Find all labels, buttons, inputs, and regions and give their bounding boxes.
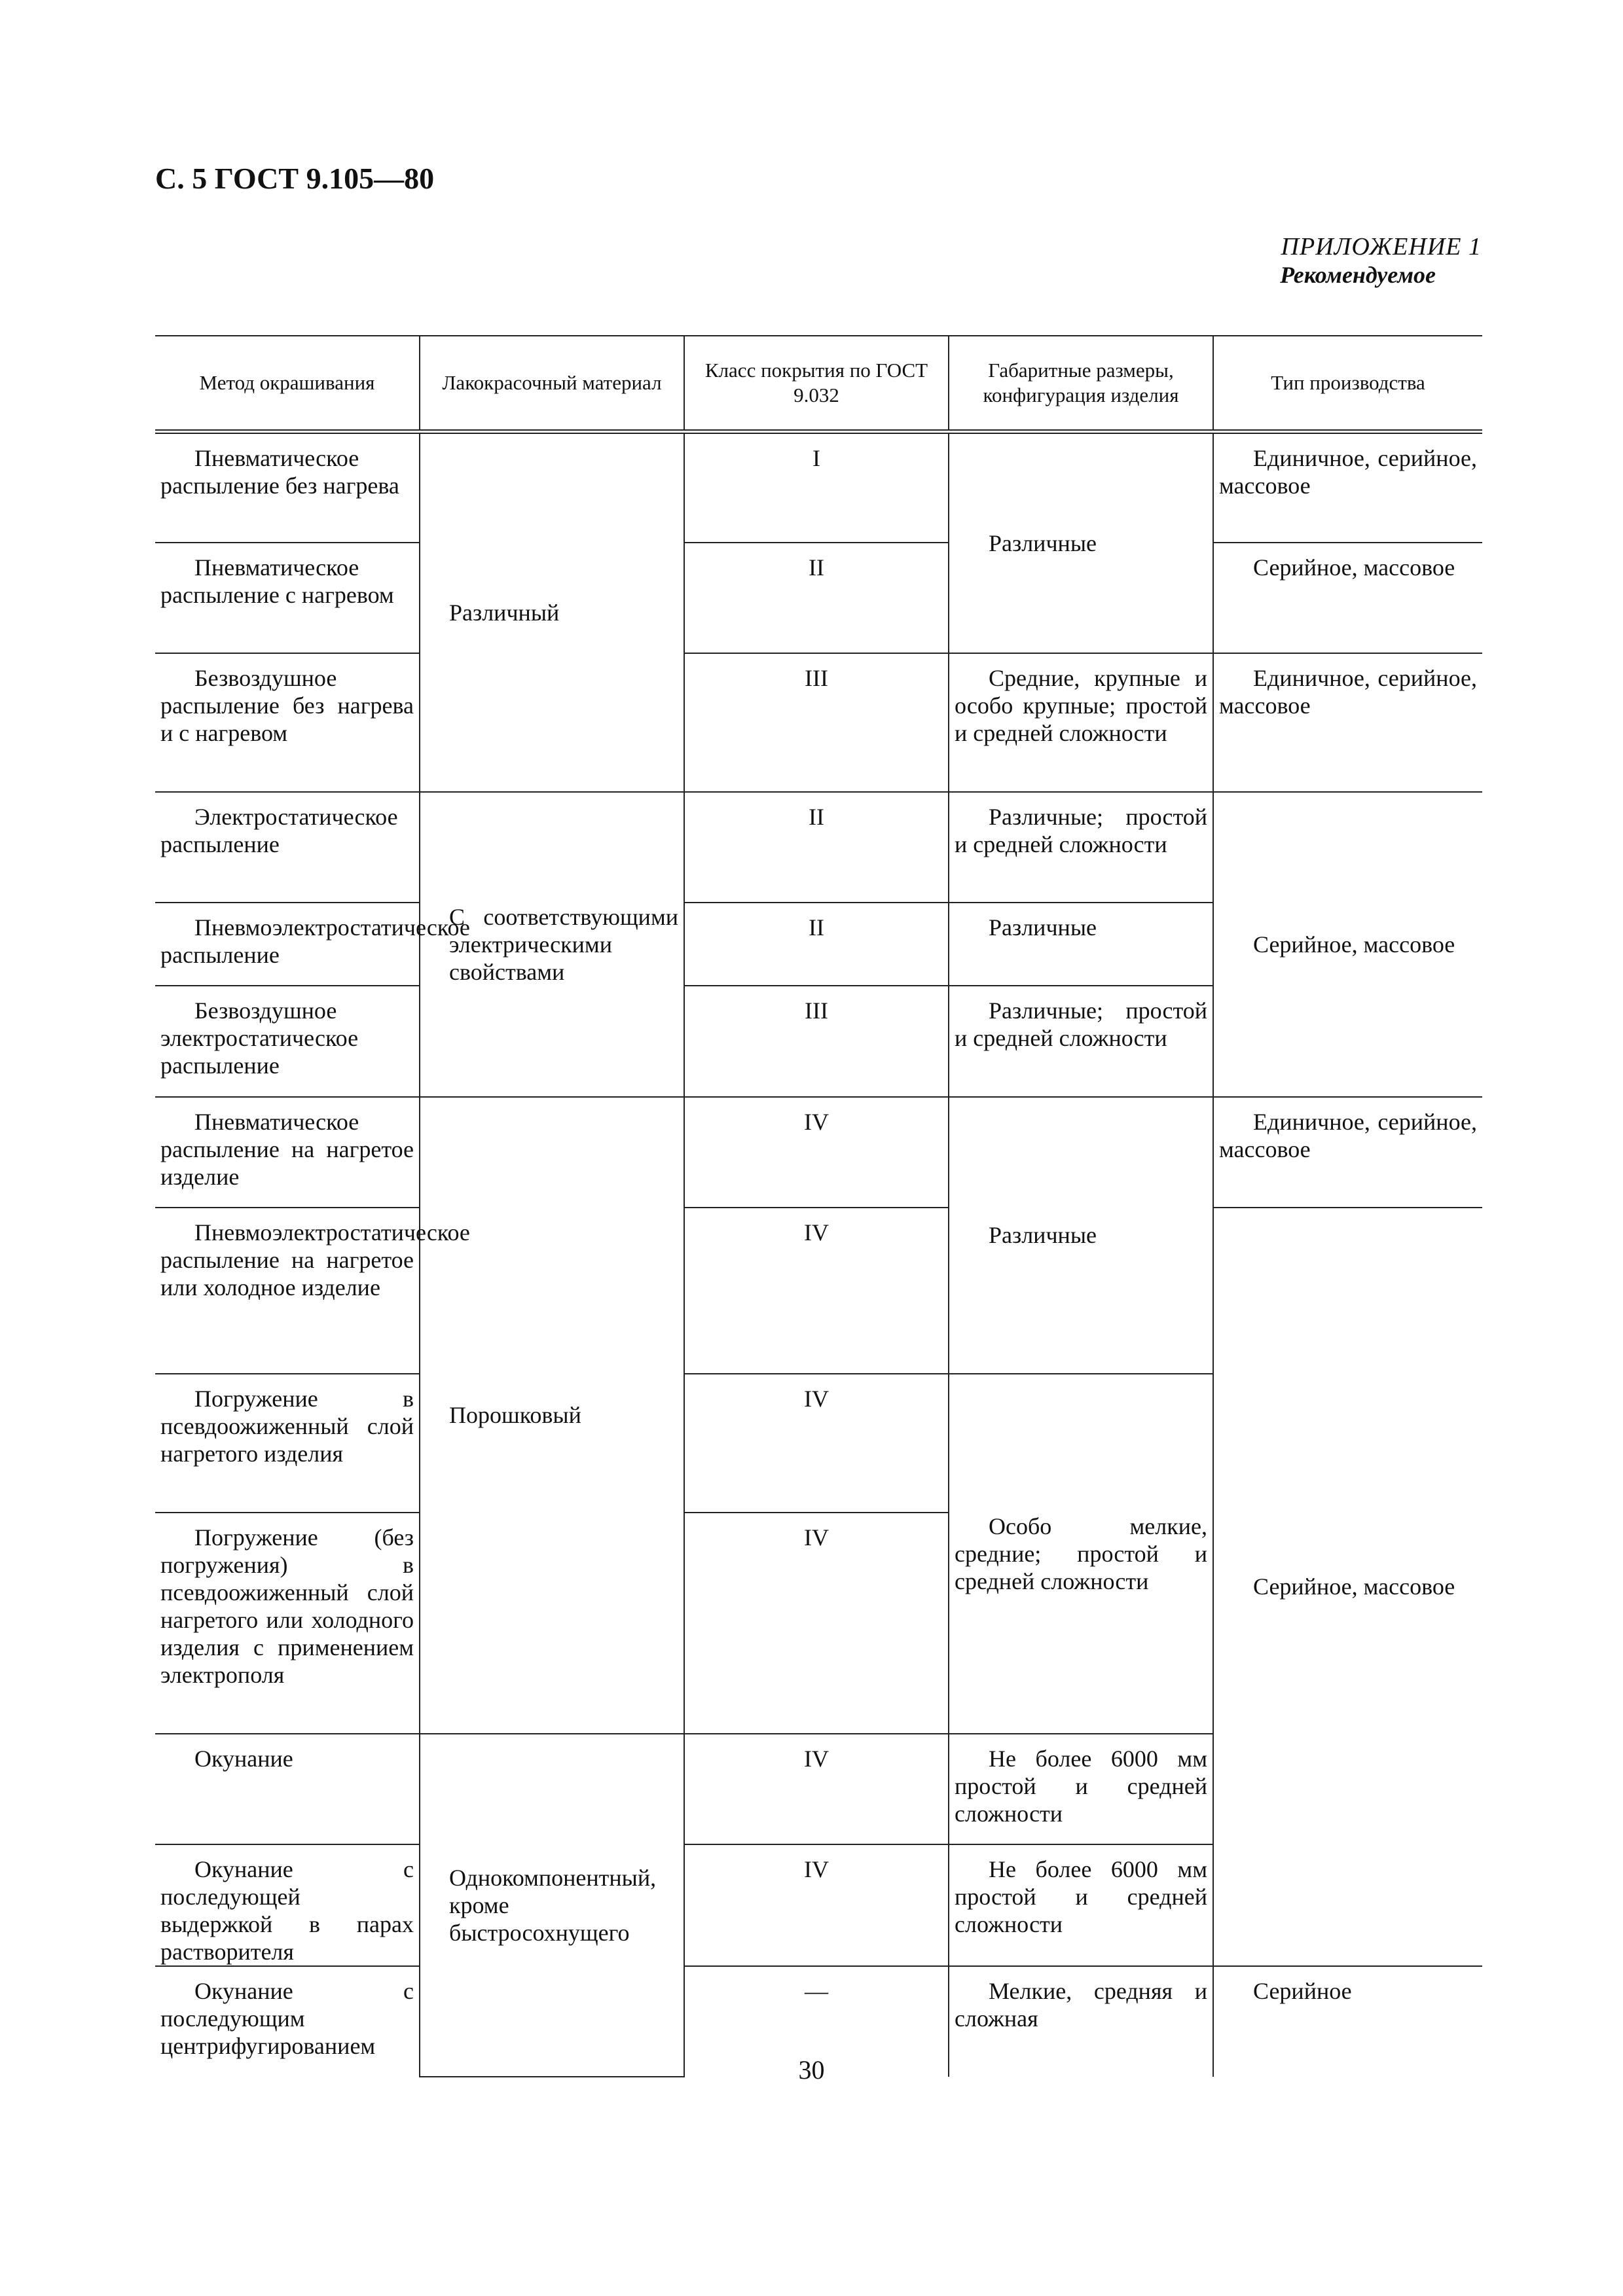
dimensions-cell: Особо мелкие, средние; простой и средней сложности xyxy=(949,1374,1213,1734)
dimensions-cell: Не более 6000 мм простой и средней сложности xyxy=(949,1734,1213,1844)
class-cell: II xyxy=(684,903,949,986)
dimensions-cell: Различные xyxy=(949,903,1213,986)
method-cell: Окунание xyxy=(155,1734,420,1844)
appendix-subtitle: Рекомендуемое xyxy=(1280,262,1436,288)
dimensions-cell: Средние, крупные и особо крупные; простой и средней сложности xyxy=(949,653,1213,792)
page-number: 30 xyxy=(798,2055,825,2085)
method-cell: Пневматическое распыление на нагретое изделие xyxy=(155,1097,420,1208)
dimensions-cell: Различные xyxy=(949,432,1213,653)
dimensions-cell: Мелкие, средняя и сложная xyxy=(949,1966,1213,2077)
class-cell: IV xyxy=(684,1208,949,1374)
header-dimensions: Габаритные размеры, конфигурация изделия xyxy=(949,336,1213,432)
material-cell: С соответствующими электрическими свойствами xyxy=(420,792,684,1097)
method-cell: Пневматическое распыление без нагрева xyxy=(155,432,420,543)
material-cell: Однокомпонентный, кроме быстросохнущего xyxy=(420,1734,684,2077)
table-row xyxy=(155,653,1482,792)
table-row xyxy=(155,543,1482,653)
class-cell: IV xyxy=(684,1844,949,1966)
class-cell: III xyxy=(684,653,949,792)
header-production: Тип производства xyxy=(1213,336,1482,432)
method-cell: Электростатическое распыление xyxy=(155,792,420,903)
document-header: С. 5 ГОСТ 9.105—80 xyxy=(155,162,435,195)
method-cell: Пневмоэлектростатическое распыление на нагретое или холодное изделие xyxy=(155,1208,420,1374)
method-cell: Пневматическое распыление с нагревом xyxy=(155,543,420,653)
appendix-label: ПРИЛОЖЕНИЕ 1 xyxy=(1281,233,1482,260)
material-cell: Порошковый xyxy=(420,1097,684,1734)
method-cell: Окунание с последующей выдержкой в парах растворителя xyxy=(155,1844,420,1966)
production-cell: Серийное xyxy=(1213,1966,1482,2077)
dimensions-cell: Различные xyxy=(949,1097,1213,1374)
dimensions-cell: Различные; простой и средней сложности xyxy=(949,792,1213,903)
class-cell: IV xyxy=(684,1097,949,1208)
header-class: Класс покрытия по ГОСТ 9.032 xyxy=(684,336,949,432)
method-cell: Погружение (без погружения) в псевдоожиженный слой нагретого или холодного изделия с применением электрополя xyxy=(155,1513,420,1734)
header-material: Лакокрасочный материал xyxy=(420,336,684,432)
class-cell: II xyxy=(684,543,949,653)
method-cell: Окунание с последующим центрифугированием xyxy=(155,1966,420,2077)
table-row xyxy=(155,432,1482,543)
table-header-row xyxy=(155,336,1482,432)
coating-methods-table xyxy=(155,335,1482,2077)
dimensions-cell: Различные; простой и средней сложности xyxy=(949,986,1213,1097)
class-cell: III xyxy=(684,986,949,1097)
method-cell: Безвоздушное распыление без нагрева и с нагревом xyxy=(155,653,420,792)
dimensions-cell: Не более 6000 мм простой и средней сложности xyxy=(949,1844,1213,1966)
production-cell: Серийное, массовое xyxy=(1213,792,1482,1097)
table-row xyxy=(155,792,1482,903)
production-cell: Единичное, серийное, массовое xyxy=(1213,1097,1482,1208)
class-cell: IV xyxy=(684,1734,949,1844)
production-cell: Серийное, массовое xyxy=(1213,543,1482,653)
class-cell: II xyxy=(684,792,949,903)
appendix-block xyxy=(1280,232,1482,289)
method-cell: Пневмоэлектростатическое распыление xyxy=(155,903,420,986)
header-method: Метод окрашивания xyxy=(155,336,420,432)
production-cell: Единичное, серийное, массовое xyxy=(1213,432,1482,543)
table-row xyxy=(155,1208,1482,1374)
material-cell: Различный xyxy=(420,432,684,792)
method-cell: Безвоздушное электростатическое распыление xyxy=(155,986,420,1097)
class-cell: IV xyxy=(684,1374,949,1513)
production-cell: Серийное, массовое xyxy=(1213,1208,1482,1966)
method-cell: Погружение в псевдоожиженный слой нагретого изделия xyxy=(155,1374,420,1513)
class-cell: I xyxy=(684,432,949,543)
class-cell: — xyxy=(684,1966,949,2077)
class-cell: IV xyxy=(684,1513,949,1734)
production-cell: Единичное, серийное, массовое xyxy=(1213,653,1482,792)
table-row xyxy=(155,1097,1482,1208)
